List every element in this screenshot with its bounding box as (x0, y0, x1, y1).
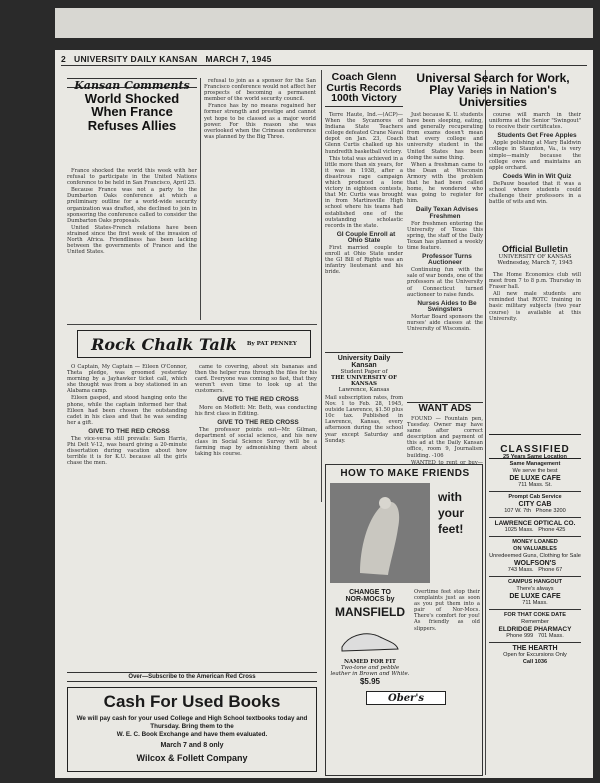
paper-name: UNIVERSITY DAILY KANSAN (74, 54, 198, 64)
classified-ad-eldridge: FOR THAT COKE DATE Remember ELDRIDGE PHARMACY Phone 999 701 Mass. (489, 610, 581, 643)
rock-chalk-col1: O Captain, My Captain — Eileen O'Connor, Theta pledge, was groomed yesterday morning by a Jayhawker ticket call, which she thought was from a boy stationed in an Alabama camp. Eileen gasped, and stood hanging onto the phone, while the captain informed her that Eileen had been chosen the outstanding cadet in his class and that he was sending her a gift. GIVE TO THE RED CROSS The vice-versa still prevails: Sam Harris, Phi Delt V-12, was heard giving a 20-minute dissertation during vacation about how terrible it is for K.U. because all the girls chase the men. (67, 364, 187, 467)
cash-ad-line1: We will pay cash for your used College and High School textbooks today and Thursday. Bring them to the (76, 715, 308, 730)
kansan-comments-label: Kansan Comments (67, 78, 197, 88)
obers-shoe-ad (325, 464, 483, 776)
newspaper-page (55, 50, 593, 778)
france-headline: World Shocked When France Refuses Allies (84, 91, 180, 133)
france-article-col2: refusal to join as a sponsor for the San Francisco conference would not affect her prospects of becoming a permanent member of the world security council. France has by no means regained her former strength and prestige and cannot yet hope to be classed as a major world power. For this reason she was overlooked when the Crimean conference was planned by the Big Three. (204, 78, 316, 140)
cash-ad-headline: Cash For Used Books (103, 692, 281, 711)
udk-sub2: THE UNIVERSITY OF KANSAS (331, 375, 397, 387)
france-article-col1: France shocked the world this week with her refusal to participate in the United Nations conference to be held in San Francisco, April 25. Because France was not a party to the Dumbarton Oaks conference at which a preliminary outline for a world-wide security organization was drafted, she declined to join in sponsoring the conference called to consider the Dumbarton Oaks proposals. United States-French relations have been strained since the first week of the invasion of North Africa. Friendliness has been lacking between the governments of France and the United States. (67, 168, 197, 256)
universal-search-col1: Just because K. U. students have been sleeping, eating, and generally recuperating from exams doesn't mean that every college and university student in the United States has been doing the same thing. When a freshman came to the Dean at Wisconsin Armory with the problem that he had been called home, he wondered who was going to register for him. Daily Texan Advises Freshmen For freshmen entering the University of Texas this spring, the staff of the Daily Texan has planned a weekly time feature. Professor Turns Auctioneer Continuing fun with the sale of war bonds, one of the professors at the University of Connecticut turned auctioneer to raise funds. Nurses Aides to Be Swingsters Mortar Board sponsors the nurses' aide classes at the University of Wisconsin. (407, 112, 483, 333)
curtis-article: Terre Haute, Ind.—(ACP)—When the Sycamores of Indiana State Teachers college defeated Crane Naval depot on Jan. 23, Coach Glenn Curtis chalked up his hundredth basketball victory. This total was achieved in a little more than six years, for it was in 1938, after a disastrous rage campaign which produced a lone victory in eighteen contests, that Mr. Curtis was brought in from Martinsville High school where his teams had established one of the outstanding scholastic records in the state. GI Couple Enroll at Ohio State First married couple to enroll at Ohio State under the GI Bill of Rights was an infantry lieutenant and his bride. (325, 112, 403, 276)
obers-side-copy: with your feet! (438, 490, 465, 536)
obers-price: $5.95 (359, 677, 381, 686)
obers-fit-block: NAMED FOR FIT Two-tone and pebble leather in Brown and White. $5.95 (330, 659, 410, 686)
page-number: 2 (61, 54, 67, 64)
classified-ad-citycab: Prompt Cab Service CITY CAB 107 W. 7th Phone 3200 (489, 492, 581, 518)
obers-logo: Ober's (366, 691, 446, 705)
universal-search-col2: course will march in their uniforms at the Senior "Swingout" to receive their certificates. Students Get Free Apples Apple polishing at Mary Baldwin college in Staunton, Va., is very simple—mainly because the college owns and maintains an apple orchard. Coeds Win in Wit Quiz DePauw boasted that it was a school where students could challenge their professors in a battle of wits and win. (489, 112, 581, 206)
udk-info-box (325, 352, 403, 444)
obers-headline: HOW TO MAKE FRIENDS (340, 468, 470, 479)
page-top-margin (55, 8, 593, 38)
want-ads-body: FOUND — Fountain pen, Tuesday. Owner may have same after correct description and payment of this ad at the Daily Kansan office, room 9, Journalism building. -106 WANTED to rent or buy— (407, 416, 483, 464)
red-cross-footer: Over—Subscribe to the American Red Cross (67, 672, 317, 682)
udk-sub3: Lawrence, Kansas (338, 387, 390, 393)
bulletin-title: Official Bulletin (501, 244, 568, 254)
shoe-icon (340, 625, 400, 655)
masthead (61, 54, 587, 66)
classified-title: CLASSIFIED (489, 434, 581, 459)
udk-sub1: Student Paper of (340, 369, 388, 375)
foot-illustration (330, 483, 430, 583)
cash-books-ad (67, 687, 317, 772)
udk-title: University Daily Kansan (337, 355, 391, 369)
classified-ad-wolfsons: MONEY LOANED ON VALUABLES Unredeemed Guns, Clothing for Sale WOLFSON'S 743 Mass. Phone 67 (489, 537, 581, 577)
classified-ads-list (489, 452, 581, 776)
mansfield-brand: MANSFIELD (335, 605, 405, 619)
udk-rates: Mail subscription rates, from Nov. 1 to Feb. 28, 1945, outside Lawrence, $1.50 plus 10c tax. Published in Lawrence, Kansas, every afternoon during the school year except Saturday and Sunday. (325, 395, 403, 444)
official-bulletin (489, 244, 581, 266)
bulletin-date: Wednesday, March 7, 1945 (497, 260, 573, 266)
classified-ad-optical: LAWRENCE OPTICAL CO. 1025 Mass. Phone 425 (489, 518, 581, 537)
want-ads-title: WANT ADS (407, 402, 483, 414)
cash-ad-line2: W. E. C. Book Exchange and have them evaluated. (116, 731, 268, 738)
foot-icon (330, 483, 430, 583)
obers-body-copy: Overtime feet stop their complaints just as soon as you put them into a pair of Nor-Mocs. There's comfort for you! As friendly as old slippers. (414, 589, 480, 632)
rock-chalk-title: Rock Chalk Talk (91, 334, 237, 354)
issue-date: MARCH 7, 1945 (205, 54, 272, 64)
cash-ad-store: Wilcox & Follett Company (136, 753, 248, 763)
curtis-headline: Coach Glenn Curtis Records 100th Victory (325, 72, 403, 107)
rock-chalk-col2: came to covering, about six bananas and then the helper runs through the files for his card. Everyone was coming so fast, that they weren't even time to look up at the customers. GIVE TO THE RED CROSS More on Moffett: Mr. Beth, was conducting his first class in Editing. GIVE TO THE RED CROSS The professor points out—Mr. Gilman, department of social science, and his new class in Social Science Survey will be a farming map by admonishing them about taking his course. (195, 364, 317, 458)
rock-chalk-byline: By PAT PENNEY (246, 341, 297, 347)
classified-ad-hangout: CAMPUS HANGOUT There's always DE LUXE CAFE 711 Mass. (489, 577, 581, 610)
classified-ad-hearth: THE HEARTH Open for Excursions Only Call 1036 (503, 645, 567, 665)
obers-change-block: CHANGE TO NOR-MOCS by MANSFIELD (330, 589, 410, 619)
bulletin-body: The Home Economics club will meet from 7 to 8 p.m. Thursday in Fraser hall. All new male students are reminded that ROTC training in basic military subjects (two year course) is available at this University. (489, 272, 581, 322)
bulletin-sub: UNIVERSITY OF KANSAS (498, 254, 572, 260)
rock-chalk-banner (77, 330, 311, 358)
universal-search-headline: Universal Search for Work, Play Varies in Nation's Universities (416, 71, 570, 110)
classified-ad-deluxe: 25 Years Same Location Same Management We serve the best DE LUXE CAFE 711 Mass. St. (489, 452, 581, 492)
cash-ad-line3: March 7 and 8 only (160, 742, 224, 749)
